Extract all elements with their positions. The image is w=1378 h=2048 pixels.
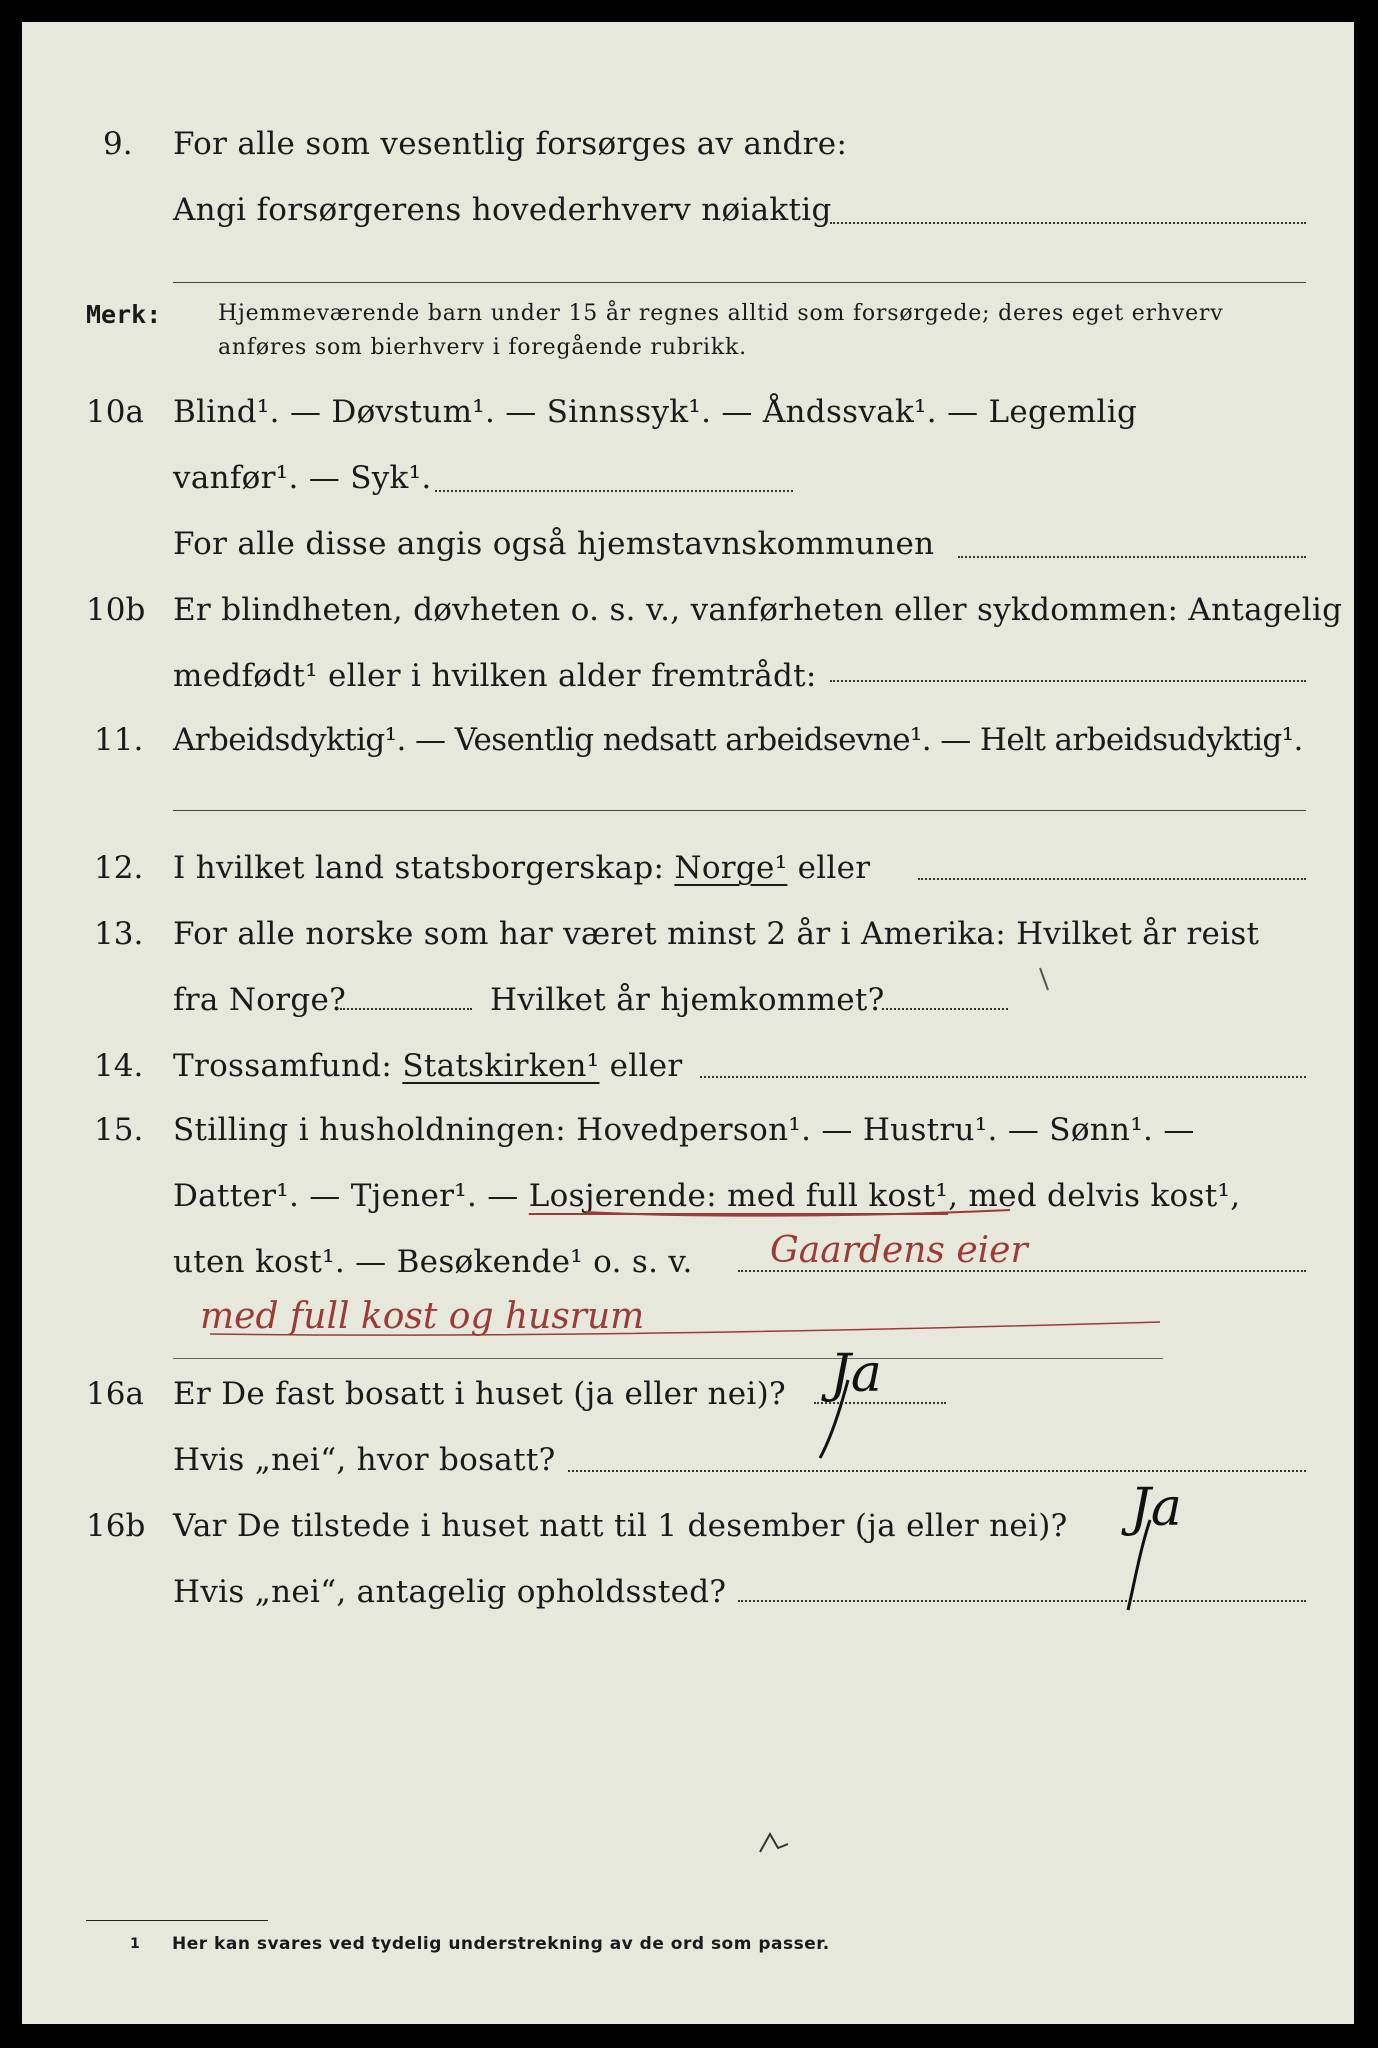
question-9-prompt: Angi forsørgerens hovederhverv nøiaktig	[173, 192, 832, 228]
underlined-losjerende-full-kost[interactable]: Losjerende: med full kost¹	[528, 1178, 949, 1214]
handwritten-answer-15a: Gaardens eier	[770, 1230, 1028, 1271]
question-16b-line2: Hvis „nei“, antagelig opholdssted?	[173, 1574, 727, 1610]
question-number-9: 9.	[103, 126, 133, 162]
handwritten-answer-16b: Ja	[1130, 1478, 1182, 1538]
note-line-2: anføres som bierhverv i foregående rubrikk.	[218, 335, 747, 360]
footnote-mark: 1	[130, 1936, 141, 1952]
handwritten-answer-15b: med full kost og husrum	[200, 1296, 645, 1337]
question-number-11: 11.	[94, 722, 144, 758]
pencil-tick	[1040, 968, 1048, 990]
pencil-mark	[760, 1834, 788, 1852]
footnote-text: Her kan svares ved tydelig understrekning av de ord som passer.	[172, 1934, 830, 1954]
note-line-1: Hjemmeværende barn under 15 år regnes alltid som forsørgede; deres eget erhverv	[218, 301, 1224, 326]
question-13-line2a: fra Norge?	[173, 982, 347, 1018]
question-12-prefix: I hvilket land statsborgerskap:	[173, 850, 675, 886]
question-15-text: Stilling i husholdningen: Hovedperson¹. — Hustru¹. — Sønn¹. —	[173, 1112, 1195, 1148]
underlined-norge[interactable]: Norge¹	[674, 850, 788, 886]
question-15-line2-suffix: , med delvis kost¹,	[948, 1178, 1241, 1214]
red-underline-stroke	[586, 1210, 1010, 1216]
question-16a-line2: Hvis „nei“, hvor bosatt?	[173, 1442, 556, 1478]
question-number-12: 12.	[94, 850, 144, 886]
question-16a-text: Er De fast bosatt i huset (ja eller nei)?	[173, 1376, 786, 1412]
question-number-10b: 10b	[86, 592, 146, 628]
question-10a-line2: vanfør¹. — Syk¹.	[173, 460, 432, 496]
note-label: Merk:	[86, 300, 162, 329]
red-underline-stroke-2	[210, 1322, 1160, 1335]
question-number-14: 14.	[94, 1048, 144, 1084]
question-13-text: For alle norske som har været minst 2 år i Amerika: Hvilket år reist	[173, 916, 1260, 952]
question-11-text: Arbeidsdyktig¹. — Vesentlig nedsatt arbeidsevne¹. — Helt arbeidsudyktig¹.	[173, 722, 1303, 758]
question-13-line2b: Hvilket år hjemkommet?	[490, 982, 885, 1018]
question-9-text: For alle som vesentlig forsørges av andre:	[173, 126, 848, 162]
question-12-suffix: eller	[787, 850, 871, 886]
ink-stroke-16a	[820, 1380, 848, 1458]
ink-stroke-16b	[1128, 1520, 1150, 1610]
question-number-10a: 10a	[86, 394, 144, 430]
question-10a-text: Blind¹. — Døvstum¹. — Sinnssyk¹. — Åndssvak¹. — Legemlig	[173, 394, 1138, 430]
question-number-16a: 16a	[86, 1376, 144, 1412]
question-10b-line2: medfødt¹ eller i hvilken alder fremtrådt:	[173, 658, 817, 694]
question-15-line2-prefix: Datter¹. — Tjener¹. —	[173, 1178, 529, 1214]
question-number-15: 15.	[94, 1112, 144, 1148]
question-14-prefix: Trossamfund:	[173, 1048, 403, 1084]
question-10b-text: Er blindheten, døvheten o. s. v., vanførheten eller sykdommen: Antagelig	[173, 592, 1343, 628]
question-16b-text: Var De tilstede i huset natt til 1 desember (ja eller nei)?	[173, 1508, 1068, 1544]
handwritten-answer-16a: Ja	[830, 1344, 882, 1404]
question-10a-line3: For alle disse angis også hjemstavnskommunen	[173, 526, 935, 562]
underlined-statskirken[interactable]: Statskirken¹	[402, 1048, 600, 1084]
question-number-16b: 16b	[86, 1508, 146, 1544]
question-number-13: 13.	[94, 916, 144, 952]
question-15-line3: uten kost¹. — Besøkende¹ o. s. v.	[173, 1244, 693, 1280]
question-14-suffix: eller	[599, 1048, 683, 1084]
